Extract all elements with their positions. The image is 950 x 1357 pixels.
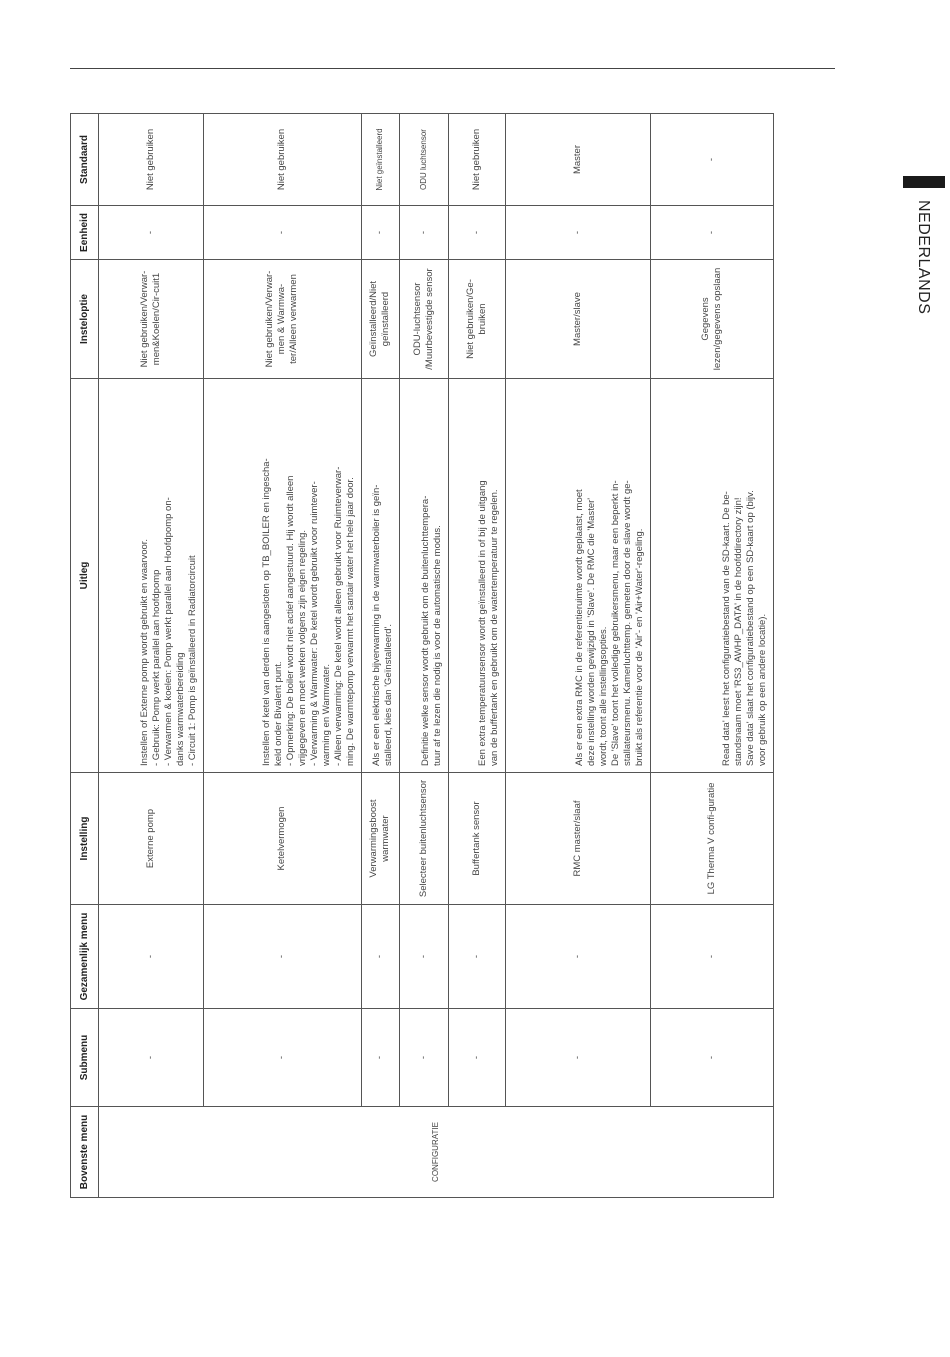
instelling-cell: Verwarmingsboost warmwater	[361, 773, 399, 905]
col-uitleg: Uitleg	[71, 379, 99, 773]
standaard-cell: Niet geïnstalleerd	[361, 114, 399, 206]
language-label: NEDERLANDS	[915, 200, 932, 315]
col-instelling: Instelling	[71, 773, 99, 905]
instelling-cell: LG Therma V confi-guratie	[650, 773, 773, 905]
instelling-cell: Buffertank sensor	[449, 773, 506, 905]
uitleg-cell	[99, 379, 204, 773]
settings-table-wrapper	[70, 114, 774, 1198]
settings-table	[70, 113, 774, 1198]
uitleg-cell	[505, 379, 650, 773]
submenu-cell: -	[203, 1009, 361, 1107]
uitleg-text: Instellen of Externe pomp wordt gebruikt en waarvoor. - Gebruik: Pomp werkt parallel aan hoofdpomp - Verwarmen & koelen: Pomp werkt parallel aan Hoofdpomp on- danks warmwaterbereiding - Circuit 1: Pomp is geïnstalleerd in Radiatorcircuit	[138, 497, 198, 766]
submenu-cell: -	[449, 1009, 506, 1107]
insteloptie-cell: Niet gebruiken/Ge-bruiken	[449, 260, 506, 379]
gezamenlijk-cell: -	[505, 905, 650, 1009]
gezamenlijk-cell: -	[203, 905, 361, 1009]
instelling-cell: Externe pomp	[99, 773, 204, 905]
table-row	[203, 114, 361, 1198]
eenheid-cell: -	[99, 206, 204, 260]
instelling-cell: Selecteer buitenluchtsensor	[399, 773, 448, 905]
insteloptie-cell: Geïnstalleerd/Niet geïnstalleerd	[361, 260, 399, 379]
table-row	[99, 114, 204, 1198]
standaard-cell: Master	[505, 114, 650, 206]
gezamenlijk-cell: -	[99, 905, 204, 1009]
insteloptie-cell: ODU-luchtsensor /Muurbevestigde sensor	[399, 260, 448, 379]
uitleg-text: Definitie welke sensor wordt gebruikt om de buitenluchttempera- tuur af te lezen die nodig is voor de automatische modus.	[420, 495, 443, 766]
submenu-cell: -	[650, 1009, 773, 1107]
eenheid-cell: -	[361, 206, 399, 260]
submenu-cell: -	[361, 1009, 399, 1107]
uitleg-text: Als er een extra RMC in de referentieruimte wordt geplaatst, moet deze instelling worden gewijzigd in 'Slave'. De RMC die 'Master' wordt, toont alle instellingsopties. De 'Slave' toont het volledige gebruikersmenu, maar een beperkt in- stallateursmenu. Kamerluchttemp. gemeten door de slave wordt ge- bruikt als referentie voor de 'Air'- en 'Air+Water'-regeling.	[573, 480, 645, 766]
standaard-cell: Niet gebruiken	[203, 114, 361, 206]
submenu-cell: -	[399, 1009, 448, 1107]
language-tab-marker	[903, 176, 945, 188]
gezamenlijk-cell: -	[449, 905, 506, 1009]
submenu-cell: -	[99, 1009, 204, 1107]
standaard-cell: Niet gebruiken	[99, 114, 204, 206]
standaard-cell: Niet gebruiken	[449, 114, 506, 206]
header-rule	[70, 68, 835, 69]
uitleg-cell	[449, 379, 506, 773]
uitleg-text: Een extra temperatuursensor wordt geïnstalleerd in of bij de uitgang van de buffertank en gebruikt om de watertemperatuur te regelen.	[476, 480, 500, 766]
bovenste-menu-cell: CONFIGURATIE	[99, 1107, 774, 1198]
insteloptie-cell: Niet gebruiken/Verwar-men & Warmwa-ter/Alleen verwarmen	[203, 260, 361, 379]
insteloptie-cell: Gegevens lezen/gegevens opslaan	[650, 260, 773, 379]
table-row	[650, 114, 773, 1198]
uitleg-text: Read data' leest het configuratiebestand van de SD-kaart. De be- standsnaam moet 'RS3_AWHP_DATA' in de hoofddirectory zijn! Save data' slaat het configuratiebestand op een SD-kaart op (bijv. voor gebruik op een andere locatie).	[721, 490, 768, 766]
insteloptie-cell: Master/slave	[505, 260, 650, 379]
insteloptie-cell: Niet gebruiken/Verwar-men&Koelen/Cir-cuit1	[99, 260, 204, 379]
instelling-cell: Ketelvermogen	[203, 773, 361, 905]
table-row	[449, 114, 506, 1198]
uitleg-cell	[399, 379, 448, 773]
uitleg-cell	[203, 379, 361, 773]
eenheid-cell: -	[449, 206, 506, 260]
col-submenu: Submenu	[71, 1009, 99, 1107]
uitleg-text: Instellen of ketel van derden is aangesloten op TB_BOILER en ingescha- keld onder Bivalent punt. - Opmerking: De boiler wordt niet actief aangestuurd. Hij wordt alleen vrijgegeven en moet werken volgens zijn eigen regeling. - Verwarming & Warmwater: De ketel wordt gebruikt voor ruimtever- warming en Warmwater. - Alleen verwarming: De ketel wordt alleen gebruikt voor Ruimteverwar- ming. De warmtepomp verwarmt het santair water het hele jaar door.	[260, 458, 356, 766]
table-row	[505, 114, 650, 1198]
submenu-cell: -	[505, 1009, 650, 1107]
eenheid-cell: -	[505, 206, 650, 260]
eenheid-cell: -	[399, 206, 448, 260]
uitleg-cell	[361, 379, 399, 773]
standaard-cell: -	[650, 114, 773, 206]
eenheid-cell: -	[650, 206, 773, 260]
table-row	[361, 114, 399, 1198]
table-header-row	[71, 114, 99, 1198]
col-standaard: Standaard	[71, 114, 99, 206]
standaard-cell: ODU luchtsensor	[399, 114, 448, 206]
table-row	[399, 114, 448, 1198]
col-bovenste-menu: Bovenste menu	[71, 1107, 99, 1198]
gezamenlijk-cell: -	[650, 905, 773, 1009]
col-eenheid: Eenheid	[71, 206, 99, 260]
uitleg-cell	[650, 379, 773, 773]
col-gezamenlijk-menu: Gezamenlijk menu	[71, 905, 99, 1009]
eenheid-cell: -	[203, 206, 361, 260]
gezamenlijk-cell: -	[361, 905, 399, 1009]
gezamenlijk-cell: -	[399, 905, 448, 1009]
instelling-cell: RMC master/slaaf	[505, 773, 650, 905]
col-insteloptie: Insteloptie	[71, 260, 99, 379]
uitleg-text: Als er een elektrische bijverwarming in de warmwaterboiler is geïn- stalleerd, kies dan 'Geïnstalleerd'.	[370, 484, 394, 766]
